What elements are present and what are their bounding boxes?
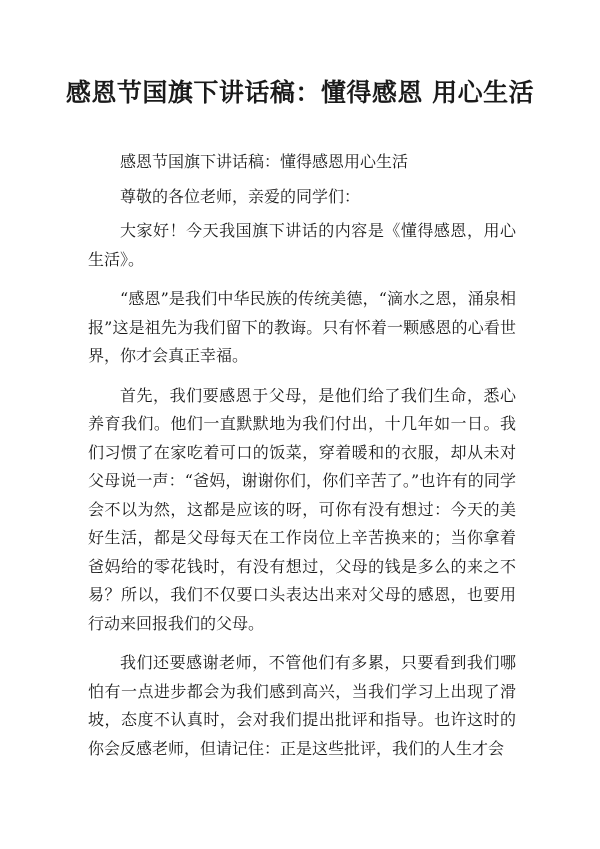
paragraph-greeting: 大家好！今天我国旗下讲话的内容是《懂得感恩，用心生活》。	[88, 221, 516, 269]
paragraph-gratitude-tradition: “感恩”是我们中华民族的传统美德，“滴水之恩，涌泉相报”这是祖先为我们留下的教诲。只有怀着一颗感恩的心看世界，你才会真正幸福。	[88, 289, 516, 365]
paragraph-salutation: 尊敬的各位老师，亲爱的同学们：	[120, 186, 361, 206]
document-body	[88, 148, 516, 774]
document-title: 感恩节国旗下讲话稿：懂得感恩 用心生活	[65, 78, 535, 107]
paragraph-subtitle: 感恩节国旗下讲话稿：懂得感恩用心生活	[120, 152, 409, 171]
paragraph-thank-parents: 首先，我们要感恩于父母，是他们给了我们生命，悉心养育我们。他们一直默默地为我们付出，十几年如一日。我们习惯了在家吃着可口的饭菜，穿着暖和的衣服，却从未对父母说一声：“爸妈，谢谢你们，你们辛苦了。”也许有的同学会不以为然，这都是应该的呀，可你有没有想过：今天的美好生活，都是父母每天在工作岗位上辛苦换来的；当你拿着爸妈给的零花钱时，有没有想过，父母的钱是多么的来之不易？所以，我们不仅要口头表达出来对父母的感恩，也要用行动来回报我们的父母。	[88, 385, 516, 633]
paragraph-thank-teachers: 我们还要感谢老师，不管他们有多累，只要看到我们哪怕有一点进步都会为我们感到高兴，当我们学习上出现了滑坡，态度不认真时，会对我们提出批评和指导。也许这时的你会反感老师，但请记住：正是这些批评，我们的人生才会	[88, 653, 516, 758]
